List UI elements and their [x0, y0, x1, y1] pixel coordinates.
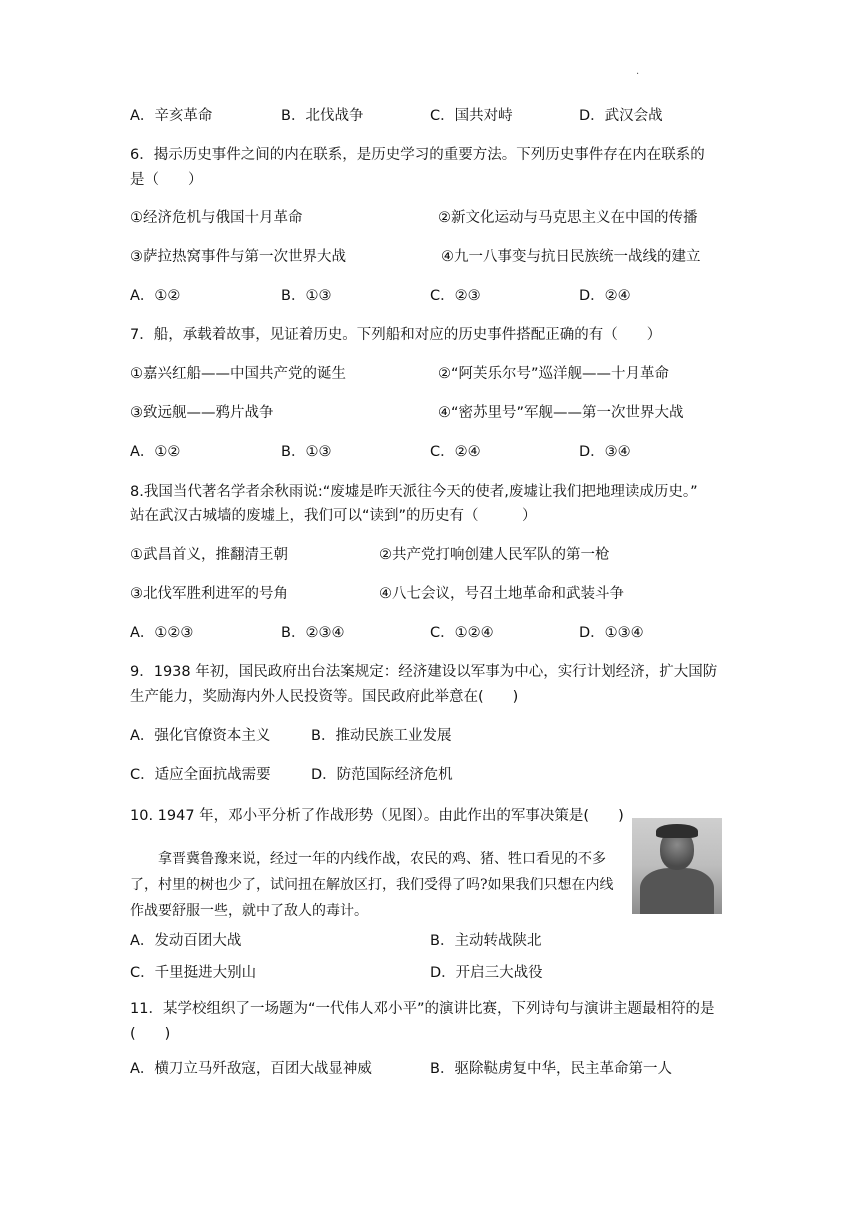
q8-option-a: A．①②③: [130, 625, 194, 641]
q7-option-c: C．②④: [430, 444, 481, 460]
q9-option-b: B．推动民族工业发展: [311, 728, 452, 744]
q10-option-c: C．千里挺进大别山: [130, 965, 257, 981]
q6-option-d: D．②④: [579, 288, 631, 304]
q11-option-a: A．横刀立马歼敌寇，百团大战显神威: [130, 1061, 372, 1077]
q9-stem-line1: 9．1938 年初，国民政府出台法案规定：经济建设以军事为中心，实行计划经济，扩大国防: [130, 664, 718, 680]
q6-item-2: ②新文化运动与马克思主义在中国的传播: [438, 210, 698, 226]
q6-option-b: B．①③: [281, 288, 332, 304]
q6-option-a: A．①②: [130, 288, 181, 304]
q5-option-b: B．北伐战争: [281, 108, 364, 124]
q7-option-a: A．①②: [130, 444, 181, 460]
q11-stem-line1: 11．某学校组织了一场题为“一代伟人邓小平”的演讲比赛，下列诗句与演讲主题最相符的是: [130, 1001, 715, 1017]
q10-quote-text: 拿晋冀鲁豫来说，经过一年的内线作战，农民的鸡、猪、牲口看见的不多了，村里的树也少了，试问扭在解放区打，我们受得了吗?如果我们只想在内线作战要舒服一些，就中了敌人的毒计。: [130, 851, 614, 919]
deng-xiaoping-photo: [632, 818, 722, 914]
q8-item-4: ④八七会议，号召土地革命和武装斗争: [379, 586, 624, 602]
q8-option-c: C．①②④: [430, 625, 494, 641]
q8-option-d: D．①③④: [579, 625, 644, 641]
q8-item-1: ①武昌首义，推翻清王朝: [130, 547, 288, 563]
q10-quote: [130, 846, 626, 924]
q9-stem-line2: 生产能力，奖励海内外人民投资等。国民政府此举意在( ): [130, 689, 519, 705]
q7-option-b: B．①③: [281, 444, 332, 460]
q7-option-d: D．③④: [579, 444, 631, 460]
q5-option-a: A．辛亥革命: [130, 108, 213, 124]
q10-option-b: B．主动转战陕北: [430, 933, 542, 949]
q11-stem-line2: ( ): [130, 1026, 171, 1042]
q6-stem-line1: 6．揭示历史事件之间的内在联系，是历史学习的重要方法。下列历史事件存在内在联系的: [130, 147, 705, 163]
q9-option-d: D．防范国际经济危机: [311, 767, 453, 783]
q6-option-c: C．②③: [430, 288, 481, 304]
q10-option-a: A．发动百团大战: [130, 933, 242, 949]
q5-option-c: C．国共对峙: [430, 108, 513, 124]
q8-item-2: ②共产党打响创建人民军队的第一枪: [379, 547, 610, 563]
header-dot: .: [636, 66, 640, 77]
q6-item-3: ③萨拉热窝事件与第一次世界大战: [130, 249, 346, 265]
q10-stem: 10. 1947 年，邓小平分析了作战形势（见图）。由此作出的军事决策是( ): [130, 808, 624, 824]
q10-option-d: D．开启三大战役: [430, 965, 543, 981]
q7-item-4: ④“密苏里号”军舰——第一次世界大战: [438, 405, 684, 421]
q8-option-b: B．②③④: [281, 625, 345, 641]
q8-item-3: ③北伐军胜利进军的号角: [130, 586, 288, 602]
q7-item-1: ①嘉兴红船——中国共产党的诞生: [130, 366, 346, 382]
q7-stem: 7．船，承载着故事，见证着历史。下列船和对应的历史事件搭配正确的有（ ）: [130, 327, 662, 343]
q8-stem-line1: 8.我国当代著名学者余秋雨说:“废墟是昨天派往今天的使者,废墟让我们把地理读成历史。”: [130, 484, 698, 500]
q11-option-b: B．驱除鞑虏复中华，民主革命第一人: [430, 1061, 672, 1077]
q6-stem-line2: 是（ ）: [130, 172, 203, 188]
q7-item-3: ③致远舰——鸦片战争: [130, 405, 274, 421]
q9-option-a: A．强化官僚资本主义: [130, 728, 271, 744]
q8-stem-line2: 站在武汉古城墙的废墟上，我们可以“读到”的历史有（ ）: [130, 508, 537, 524]
q5-option-d: D．武汉会战: [579, 108, 663, 124]
q7-item-2: ②“阿芙乐尔号”巡洋舰——十月革命: [438, 366, 670, 382]
q6-item-1: ①经济危机与俄国十月革命: [130, 210, 303, 226]
q9-option-c: C．适应全面抗战需要: [130, 767, 271, 783]
q6-item-4: ④九一八事变与抗日民族统一战线的建立: [441, 249, 701, 265]
